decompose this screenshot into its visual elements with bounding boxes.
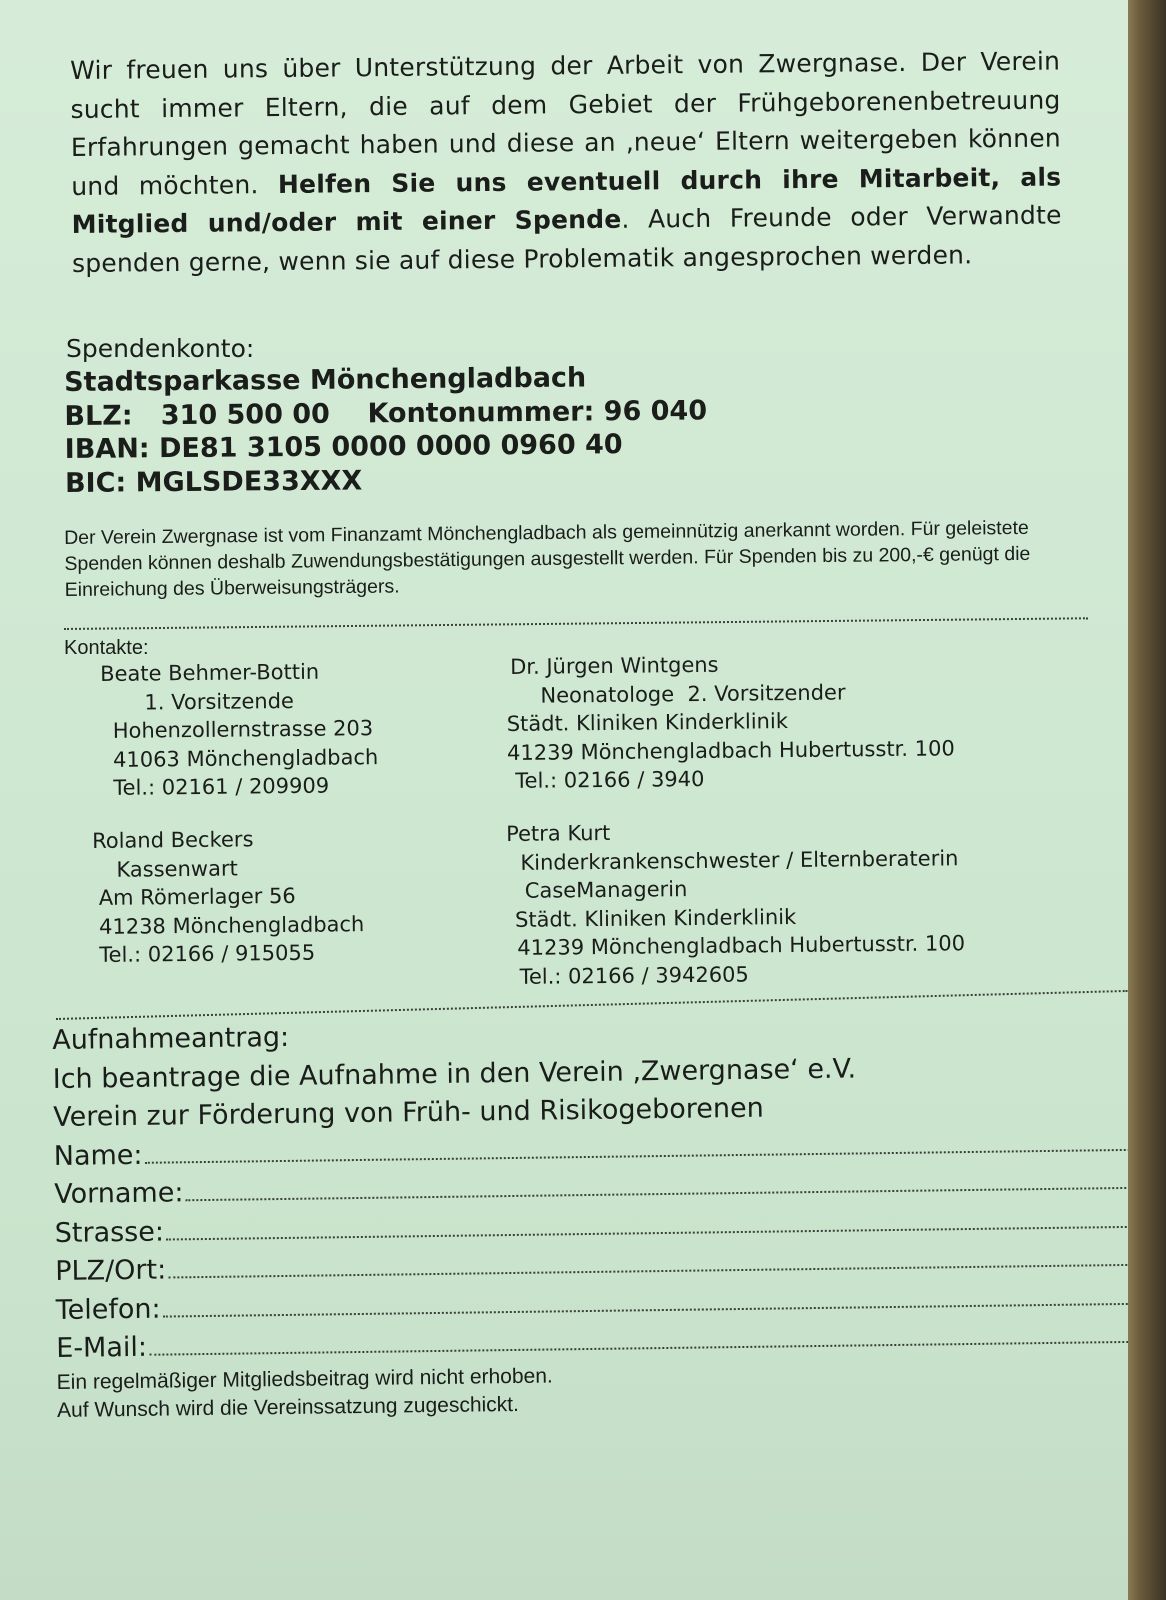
name-input-line[interactable] [144, 1130, 1133, 1163]
contact-street: Hohenzollernstrasse 203 [112, 716, 374, 743]
contact-role-2: CaseManagerin [524, 877, 688, 903]
blz-value: 310 500 00 [160, 398, 331, 431]
bic-row [65, 461, 708, 500]
contact-card-4 [506, 815, 965, 991]
bic-label: BIC: [64, 466, 127, 499]
street-label: Strasse: [54, 1216, 165, 1249]
contact-card-3 [92, 824, 365, 969]
phone-label: Telefon: [55, 1293, 161, 1326]
contact-card-1 [100, 657, 379, 802]
email-input-line[interactable] [149, 1323, 1136, 1356]
form-title: Aufnahmeantrag: [52, 1021, 290, 1056]
phone-input-line[interactable] [162, 1284, 1135, 1317]
bank-details [64, 360, 708, 500]
contact-city: 41239 Mönchengladbach Hubertusstr. 100 [517, 931, 966, 960]
blz-row [64, 394, 707, 433]
zip-city-label: PLZ/Ort: [55, 1254, 167, 1287]
tax-notice: Der Verein Zwergnase ist vom Finanzamt Mönchengladbach als gemeinnützig anerkannt worden. Für geleistete Spenden können deshalb Zuwendungsbestätigungen ausgestellt werden. Für Spenden bis zu 200,-€ genügt die Einreichung des Überweisungsträgers. [64, 516, 1031, 601]
contact-org: Städt. Kliniken Kinderklinik [506, 709, 789, 736]
intro-text-end: . Auch Freunde oder Verwandte spenden gerne, wenn sie auf diese Problematik angesprochen werden. [71, 200, 1062, 278]
contact-name: Beate Behmer-Bottin [100, 659, 320, 686]
contact-city: 41238 Mönchengladbach [98, 911, 365, 939]
blz-label: BLZ: [64, 399, 133, 432]
contact-org: Städt. Kliniken Kinderklinik [514, 904, 797, 932]
account-label: Kontonummer: [367, 395, 595, 429]
divider-dotted [64, 617, 1088, 630]
email-label: E-Mail: [56, 1331, 148, 1364]
iban-label: IBAN: [64, 433, 150, 465]
membership-form [52, 1008, 1137, 1425]
iban-row [65, 427, 708, 466]
bic-value: MGLSDE33XXX [135, 464, 363, 498]
contacts-heading: Kontakte: [64, 637, 149, 659]
fee-note: Ein regelmäßiger Mitgliedsbeitrag wird nicht erhoben. [56, 1363, 553, 1394]
contact-city: 41063 Mönchengladbach [112, 744, 379, 772]
firstname-label: Vorname: [54, 1177, 184, 1210]
donation-account-label: Spendenkonto: [66, 334, 255, 363]
form-intro-line: Ich beantrage die Aufnahme in den Verein ‚Zwergnase‘ e.V. [52, 1052, 857, 1095]
contact-role: Kassenwart [116, 855, 238, 882]
contact-phone: Tel.: 02166 / 915055 [99, 940, 316, 967]
contact-role: 1. Vorsitzende [144, 688, 295, 715]
firstname-input-line[interactable] [185, 1169, 1134, 1201]
intro-text: Wir freuen uns über Unterstützung der Arbeit von Zwergnase. Der Verein sucht immer Eltern, die auf dem Gebiet der Frühgeborenenbetreuung Erfahrungen gemacht haben und diese an ‚neue‘ Eltern weitergeben können und möchten. [70, 46, 1062, 201]
contact-name: Roland Beckers [92, 827, 254, 853]
intro-bold-appeal: Helfen Sie uns eventuell durch ihre Mitarbeit, als Mitglied und/oder mit einer Spende [71, 161, 1062, 239]
form-association-line: Verein zur Förderung von Früh- und Risikogeborenen [53, 1092, 764, 1133]
statute-note: Auf Wunsch wird die Vereinssatzung zugeschickt. [56, 1392, 520, 1422]
contact-phone: Tel.: 02166 / 3942605 [519, 961, 749, 989]
name-label: Name: [53, 1139, 143, 1172]
contact-phone: Tel.: 02166 / 3940 [515, 766, 705, 793]
zip-city-input-line[interactable] [168, 1246, 1135, 1279]
intro-paragraph [70, 42, 1062, 282]
contact-street: Am Römerlager 56 [98, 883, 296, 910]
contact-name: Dr. Jürgen Wintgens [510, 652, 719, 679]
bank-name: Stadtsparkasse Mönchengladbach [64, 362, 587, 398]
account-value: 96 040 [603, 394, 708, 427]
contact-role: Kinderkrankenschwester / Elternberaterin [520, 845, 959, 875]
contact-phone: Tel.: 02161 / 209909 [113, 773, 330, 800]
contact-card-2 [506, 648, 955, 795]
contact-name: Petra Kurt [506, 820, 611, 846]
contact-role: Neonatologe 2. Vorsitzender [540, 679, 846, 708]
background-edge [1128, 0, 1166, 1600]
iban-value: DE81 3105 0000 0000 0960 40 [158, 429, 623, 465]
contact-city: 41239 Mönchengladbach Hubertusstr. 100 [506, 735, 955, 765]
street-input-line[interactable] [166, 1207, 1135, 1240]
